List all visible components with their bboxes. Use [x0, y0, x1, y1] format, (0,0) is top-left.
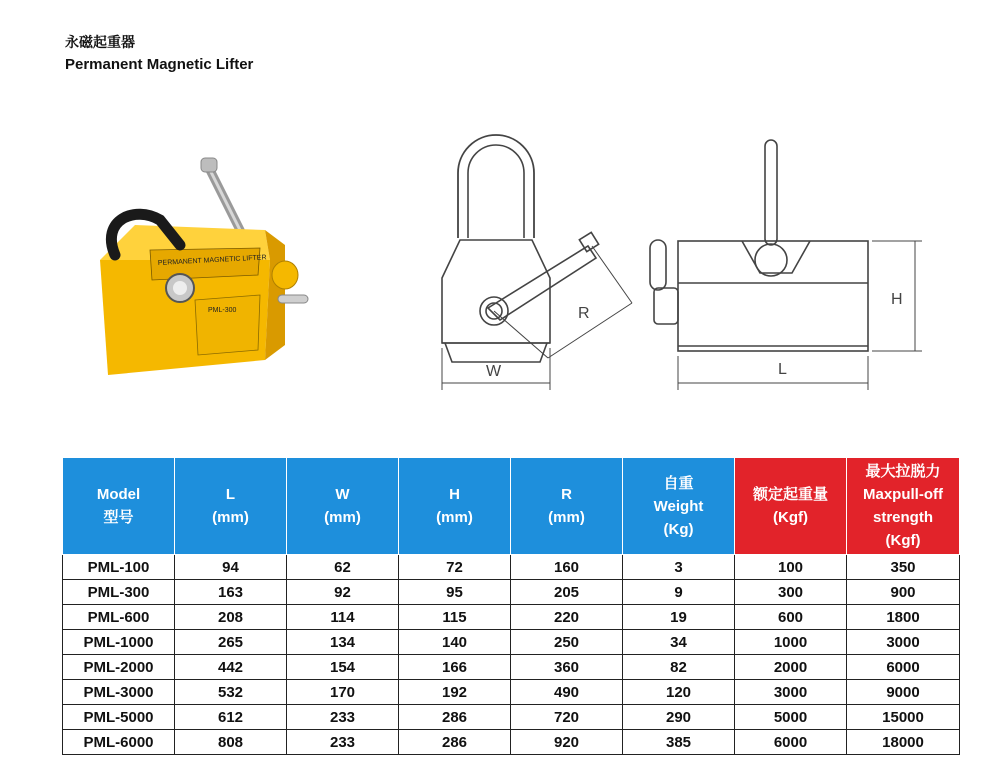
table-cell: 62 — [287, 555, 399, 580]
label-text: PERMANENT MAGNETIC LIFTER — [157, 254, 267, 267]
table-cell: 15000 — [847, 705, 960, 730]
table-cell: 808 — [175, 730, 287, 755]
table-cell: 490 — [511, 680, 623, 705]
table-cell: PML-100 — [63, 555, 175, 580]
table-cell: 160 — [511, 555, 623, 580]
table-cell: 166 — [399, 655, 511, 680]
table-cell: 18000 — [847, 730, 960, 755]
table-cell: 94 — [175, 555, 287, 580]
table-cell: PML-3000 — [63, 680, 175, 705]
table-cell: 2000 — [735, 655, 847, 680]
table-cell: 385 — [623, 730, 735, 755]
front-view — [442, 135, 632, 390]
table-row — [63, 630, 960, 655]
side-pin — [278, 295, 308, 303]
col-header-r: R (mm) — [511, 458, 623, 555]
table-row — [63, 680, 960, 705]
table-cell: 720 — [511, 705, 623, 730]
dim-h-label: H — [891, 291, 903, 308]
table-cell: 134 — [287, 630, 399, 655]
table-cell: 350 — [847, 555, 960, 580]
table-cell: 442 — [175, 655, 287, 680]
table-cell: 114 — [287, 605, 399, 630]
table-cell: 265 — [175, 630, 287, 655]
table-cell: 220 — [511, 605, 623, 630]
table-cell: 286 — [399, 705, 511, 730]
table-cell: PML-300 — [63, 580, 175, 605]
table-cell: 1000 — [735, 630, 847, 655]
table-cell: 19 — [623, 605, 735, 630]
side-knob — [272, 261, 298, 289]
table-cell: 600 — [735, 605, 847, 630]
side-view — [650, 140, 922, 390]
table-cell: 300 — [735, 580, 847, 605]
product-photo — [80, 150, 320, 390]
table-row — [63, 605, 960, 630]
table-cell: 9000 — [847, 680, 960, 705]
table-body — [63, 555, 960, 755]
table-cell: 6000 — [847, 655, 960, 680]
dim-l-label: L — [778, 361, 787, 378]
title-english: Permanent Magnetic Lifter — [65, 56, 254, 73]
table-header-row — [63, 458, 960, 555]
table-cell: PML-1000 — [63, 630, 175, 655]
table-cell: 233 — [287, 705, 399, 730]
table-cell: 290 — [623, 705, 735, 730]
table-cell: 82 — [623, 655, 735, 680]
dim-w-label: W — [486, 363, 502, 380]
table-cell: 3000 — [847, 630, 960, 655]
table-cell: 120 — [623, 680, 735, 705]
title-chinese: 永磁起重器 — [65, 34, 135, 50]
dim-r-label: R — [578, 305, 590, 322]
table-cell: 208 — [175, 605, 287, 630]
table-cell: 360 — [511, 655, 623, 680]
table-cell: 612 — [175, 705, 287, 730]
table-row — [63, 655, 960, 680]
table-cell: 250 — [511, 630, 623, 655]
table-cell: PML-5000 — [63, 705, 175, 730]
table-row — [63, 730, 960, 755]
spec-table — [62, 457, 960, 755]
table-cell: 3000 — [735, 680, 847, 705]
table-cell: 170 — [287, 680, 399, 705]
table-cell: 233 — [287, 730, 399, 755]
table-cell: 115 — [399, 605, 511, 630]
table-cell: PML-2000 — [63, 655, 175, 680]
table-cell: 205 — [511, 580, 623, 605]
col-header-h: H (mm) — [399, 458, 511, 555]
table-cell: 95 — [399, 580, 511, 605]
table-cell: 5000 — [735, 705, 847, 730]
table-cell: 100 — [735, 555, 847, 580]
col-header-l: L (mm) — [175, 458, 287, 555]
table-row — [63, 580, 960, 605]
table-cell: 9 — [623, 580, 735, 605]
col-header-max-pull-off: 最大拉脱力 Maxpull-off strength (Kgf) — [847, 458, 960, 555]
table-cell: 92 — [287, 580, 399, 605]
table-cell: 34 — [623, 630, 735, 655]
release-handle — [201, 158, 245, 240]
table-cell: 163 — [175, 580, 287, 605]
table-cell: 140 — [399, 630, 511, 655]
table-cell: 286 — [399, 730, 511, 755]
table-cell: 6000 — [735, 730, 847, 755]
table-cell: PML-600 — [63, 605, 175, 630]
model-label-text: PML-300 — [208, 307, 237, 314]
table-cell: PML-6000 — [63, 730, 175, 755]
table-cell: 3 — [623, 555, 735, 580]
col-header-rated-capacity: 额定起重量 (Kgf) — [735, 458, 847, 555]
table-row — [63, 555, 960, 580]
col-header-model: Model 型号 — [63, 458, 175, 555]
table-cell: 192 — [399, 680, 511, 705]
table-cell: 72 — [399, 555, 511, 580]
table-cell: 1800 — [847, 605, 960, 630]
col-header-w: W (mm) — [287, 458, 399, 555]
table-cell: 154 — [287, 655, 399, 680]
table-cell: 900 — [847, 580, 960, 605]
table-cell: 532 — [175, 680, 287, 705]
table-row — [63, 705, 960, 730]
technical-drawing — [400, 128, 960, 408]
table-cell: 920 — [511, 730, 623, 755]
col-header-weight: 自重 Weight (Kg) — [623, 458, 735, 555]
